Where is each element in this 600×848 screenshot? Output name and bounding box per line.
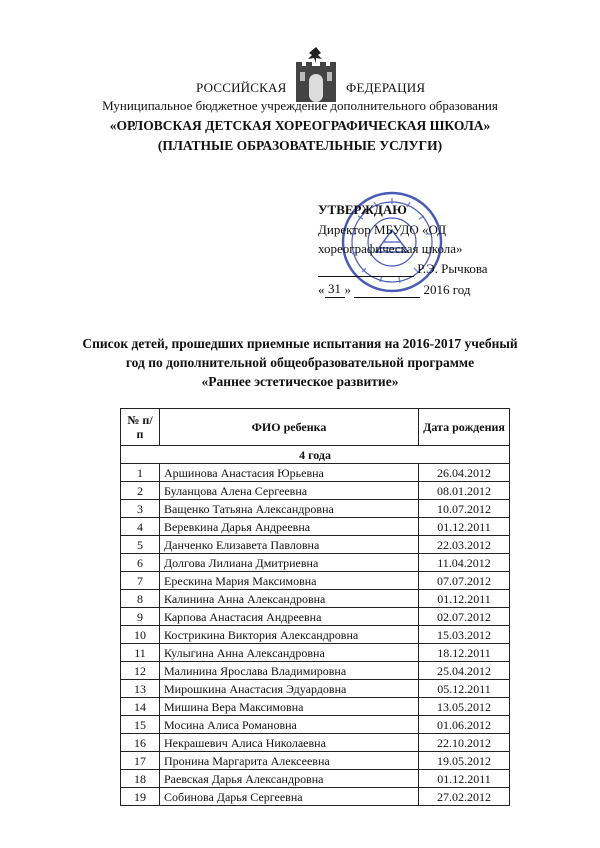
header-institution: Муниципальное бюджетное учреждение дополнительного образования	[102, 98, 498, 113]
date-year: 2016 год	[423, 282, 471, 297]
child-name: Веревкина Дарья Андреевна	[160, 518, 419, 536]
birth-date: 26.04.2012	[419, 464, 510, 482]
table-row	[121, 662, 510, 680]
birth-date: 01.06.2012	[419, 716, 510, 734]
group-label: 4 года	[121, 446, 510, 464]
table-row	[121, 770, 510, 788]
header-paid-services: (ПЛАТНЫЕ ОБРАЗОВАТЕЛЬНЫЕ УСЛУГИ)	[157, 138, 443, 153]
table-row	[121, 464, 510, 482]
child-name: Мишина Вера Максимовна	[160, 698, 419, 716]
approval-signer: Р.Э. Рычкова	[417, 261, 488, 276]
child-name: Пронина Маргарита Алексеевна	[160, 752, 419, 770]
header-country-right: ФЕДЕРАЦИЯ	[346, 80, 426, 95]
header-country-left: РОССИЙСКАЯ	[196, 80, 287, 95]
child-name: Мирошкина Анастасия Эдуардовна	[160, 680, 419, 698]
row-number: 2	[121, 482, 160, 500]
table-row	[121, 590, 510, 608]
approval-signature-line	[318, 261, 488, 277]
birth-date: 01.12.2011	[419, 770, 510, 788]
table-row	[121, 716, 510, 734]
approval-title: УТВЕРЖДАЮ	[318, 202, 407, 217]
birth-date: 15.03.2012	[419, 626, 510, 644]
row-number: 12	[121, 662, 160, 680]
row-number: 7	[121, 572, 160, 590]
date-open-quote: «	[318, 282, 325, 297]
row-number: 15	[121, 716, 160, 734]
approval-position: Директор МБУДО «ОД	[318, 222, 447, 237]
children-table	[120, 408, 510, 806]
child-name: Долгова Лилиана Дмитриевна	[160, 554, 419, 572]
birth-date: 08.01.2012	[419, 482, 510, 500]
list-title-line-1: Список детей, прошедших приемные испытания на 2016-2017 учебный	[82, 336, 518, 351]
row-number: 16	[121, 734, 160, 752]
birth-date: 22.10.2012	[419, 734, 510, 752]
signature-blank	[318, 276, 414, 277]
table-row	[121, 644, 510, 662]
table-row	[121, 536, 510, 554]
row-number: 11	[121, 644, 160, 662]
row-number: 14	[121, 698, 160, 716]
table-row	[121, 518, 510, 536]
row-number: 8	[121, 590, 160, 608]
birth-date: 13.05.2012	[419, 698, 510, 716]
birth-date: 01.12.2011	[419, 590, 510, 608]
list-title-line-3: «Раннее эстетическое развитие»	[201, 374, 399, 389]
table-row	[121, 788, 510, 806]
approval-date-line	[318, 281, 471, 298]
child-name: Раевская Дарья Александровна	[160, 770, 419, 788]
table-row	[121, 572, 510, 590]
row-number: 9	[121, 608, 160, 626]
child-name: Калинина Анна Александровна	[160, 590, 419, 608]
table-row	[121, 752, 510, 770]
row-number: 3	[121, 500, 160, 518]
birth-date: 10.07.2012	[419, 500, 510, 518]
table-row	[121, 608, 510, 626]
birth-date: 22.03.2012	[419, 536, 510, 554]
child-name: Данченко Елизавета Павловна	[160, 536, 419, 554]
row-number: 19	[121, 788, 160, 806]
birth-date: 07.07.2012	[419, 572, 510, 590]
approval-organization: хореографическая школа»	[318, 241, 463, 256]
table-row	[121, 554, 510, 572]
birth-date: 11.04.2012	[419, 554, 510, 572]
table-row	[121, 680, 510, 698]
child-name: Кулыгина Анна Александровна	[160, 644, 419, 662]
header-num: № п/п	[121, 409, 160, 446]
table-row	[121, 734, 510, 752]
child-name: Буланцова Алена Сергеевна	[160, 482, 419, 500]
row-number: 6	[121, 554, 160, 572]
row-number: 4	[121, 518, 160, 536]
child-name: Ващенко Татьяна Александровна	[160, 500, 419, 518]
table-row	[121, 482, 510, 500]
list-title-line-2: год по дополнительной общеобразовательной программе	[125, 355, 475, 370]
header-school-name: «ОРЛОВСКАЯ ДЕТСКАЯ ХОРЕОГРАФИЧЕСКАЯ ШКОЛА»	[109, 118, 491, 133]
row-number: 13	[121, 680, 160, 698]
child-name: Карпова Анастасия Андреевна	[160, 608, 419, 626]
birth-date: 25.04.2012	[419, 662, 510, 680]
row-number: 10	[121, 626, 160, 644]
child-name: Мосина Алиса Романовна	[160, 716, 419, 734]
table-row	[121, 500, 510, 518]
birth-date: 01.12.2011	[419, 518, 510, 536]
birth-date: 18.12.2011	[419, 644, 510, 662]
child-name: Собинова Дарья Сергеевна	[160, 788, 419, 806]
date-month-blank	[354, 297, 420, 298]
date-day: 31	[325, 281, 345, 298]
row-number: 18	[121, 770, 160, 788]
birth-date: 02.07.2012	[419, 608, 510, 626]
table-row	[121, 626, 510, 644]
header-birthdate: Дата рождения	[419, 409, 510, 446]
table-group-row	[121, 446, 510, 464]
child-name: Аршинова Анастасия Юрьевна	[160, 464, 419, 482]
row-number: 1	[121, 464, 160, 482]
row-number: 17	[121, 752, 160, 770]
birth-date: 19.05.2012	[419, 752, 510, 770]
birth-date: 05.12.2011	[419, 680, 510, 698]
date-close-quote: »	[344, 282, 351, 297]
coat-of-arms-icon	[292, 44, 340, 104]
table-row	[121, 698, 510, 716]
header-name: ФИО ребенка	[160, 409, 419, 446]
child-name: Ерескина Мария Максимовна	[160, 572, 419, 590]
child-name: Малинина Ярослава Владимировна	[160, 662, 419, 680]
child-name: Некрашевич Алиса Николаевна	[160, 734, 419, 752]
child-name: Кострикина Виктория Александровна	[160, 626, 419, 644]
table-header-row	[121, 409, 510, 446]
row-number: 5	[121, 536, 160, 554]
birth-date: 27.02.2012	[419, 788, 510, 806]
